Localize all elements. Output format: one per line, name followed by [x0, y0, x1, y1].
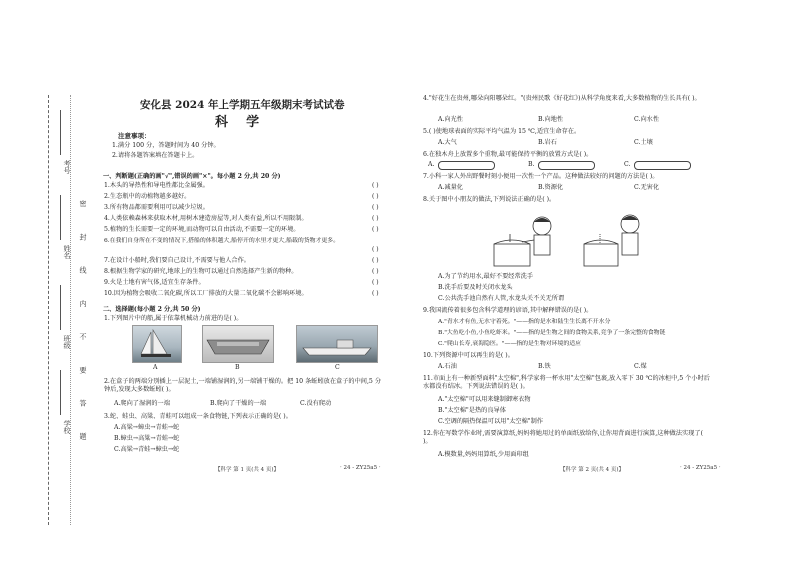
- question-4: 4."好花生在贵州,哪朵向阳哪朵红。"(贵州民歌《好花红》)从科学角度来看,大多数植物的生长具有( )。: [423, 95, 701, 102]
- q6-option-b[interactable]: B.: [528, 161, 535, 168]
- rowboat-image: [202, 325, 274, 363]
- judge-item: 2.生态瓶中的动植物越多越好。: [104, 193, 191, 200]
- question-6: 6.在独木舟上放置多个重物,最可能保持平衡的放置方式是( )。: [423, 151, 593, 158]
- option-label-a[interactable]: A: [153, 364, 158, 371]
- q5-option-b[interactable]: B.岩石: [538, 139, 557, 146]
- page-footer-left: 【科学 第 1 页(共 4 页)】: [215, 467, 280, 473]
- handwash-illustration-1: [488, 208, 558, 268]
- q2-option-a[interactable]: A.爬向了湿润的一端: [114, 400, 170, 407]
- question-11: 11.市面上有一种新型面料"太空棉",科学家将一杯水用"太空棉"包裹,放入零下 30 ℃的冰柜中,5 个小时后水都没有结冰。下列说法错误的是( )。: [423, 375, 710, 390]
- answer-paren[interactable]: ( ): [372, 290, 379, 297]
- notice-item: 1.满分 100 分，答题时间为 40 分钟。: [112, 142, 220, 149]
- q7-option-b[interactable]: B.资源化: [538, 184, 564, 191]
- question-10: 10.下列资源中可以再生的是( )。: [423, 352, 514, 359]
- question-5: 5.( )使地球表面的实际平均气温为 15 ℃,适宜生命存在。: [423, 128, 581, 135]
- name-blank[interactable]: [60, 195, 61, 240]
- judge-item: 7.在设计小船时,我们要自己设计,不需要与他人合作。: [104, 257, 250, 264]
- answer-paren[interactable]: ( ): [372, 279, 379, 286]
- subject-title: 科 学: [215, 115, 260, 130]
- exam-no-blank[interactable]: [60, 110, 61, 155]
- q10-option-b[interactable]: B.铁: [538, 363, 551, 370]
- canoe-diagram-b: [538, 161, 595, 170]
- exam-title: 安化县 2024 年上学期五年级期末考试试卷: [140, 99, 345, 111]
- option-label-c[interactable]: C: [335, 364, 340, 371]
- q11-option-a[interactable]: A."太空棉"可以用来缝制御寒衣物: [438, 396, 531, 403]
- canoe-diagram-c: [634, 161, 691, 170]
- q5-option-c[interactable]: C.土壤: [634, 139, 653, 146]
- q3-option-c[interactable]: C.高粱→青蛙→蟑虫→蛇: [114, 446, 180, 453]
- judge-item: 5.植物的生长需要一定的环境,而动物可以自由活动,不需要一定的环境。: [104, 226, 300, 233]
- q4-option-a[interactable]: A.向光性: [438, 116, 463, 123]
- q3-option-a[interactable]: A.高粱→蟑虫→青蛙→蛇: [114, 424, 180, 431]
- ship-image: [296, 325, 378, 363]
- answer-paren[interactable]: ( ): [372, 246, 379, 253]
- seal-notice: 密 封 线 内 不 要 答 题: [79, 200, 87, 452]
- question-8: 8.关于图中小朋友的做法,下列说法正确的是( )。: [423, 196, 556, 203]
- q6-option-c[interactable]: C.: [624, 161, 631, 168]
- canoe-diagram-a: [438, 161, 495, 170]
- judge-item: 1.木头的导热性和导电性都比金属强。: [104, 182, 209, 189]
- name-label: 姓名: [63, 245, 71, 259]
- judge-item: 6.在我们自身所在不变的情况下,搭船的体积越大,船停开的水里才更大,船载的货物才更多。: [104, 238, 340, 244]
- q2-option-b[interactable]: B.爬向了干燥的一端: [210, 400, 267, 407]
- question-9: 9.我国流传着很多包含科学道理的谚语,其中解释错误的是( )。: [423, 307, 593, 314]
- class-blank[interactable]: [60, 285, 61, 330]
- judge-item: 9.火是土地有害气体,适宜生存条件。: [104, 279, 205, 286]
- sailboat-image: [132, 325, 182, 363]
- school-label: 学校: [63, 420, 71, 434]
- q3-option-b[interactable]: B.蟑虫→高粱→青蛙→蛇: [114, 435, 180, 442]
- exam-no-label: 考号: [63, 160, 71, 174]
- notice-title: 注意事项：: [118, 132, 151, 140]
- q9-option-a[interactable]: A."青水才有鱼,无水守着死。"——指的是水和陆生生长离不开水分: [438, 319, 611, 325]
- q7-option-a[interactable]: A.减量化: [438, 184, 463, 191]
- section2-title: 二、选择题(每小题 2 分,共 50 分): [103, 306, 201, 313]
- q8-option-c[interactable]: C.公共洗手池自然有人管,水龙头关不关无所谓: [438, 295, 565, 302]
- section1-title: 一、判断题(正确的画"√",错误的画"×"。每小题 2 分,共 20 分): [103, 173, 281, 180]
- q12-option-a[interactable]: A.模数量,妈妈用算纸,少用面印组: [438, 451, 529, 458]
- question-1: 1.下列图片中的船,属于依靠机械动力前进的是( )。: [104, 315, 243, 322]
- page-code-right: · 24 - ZY25a5 ·: [680, 465, 721, 471]
- answer-paren[interactable]: ( ): [372, 215, 379, 222]
- school-blank[interactable]: [60, 370, 61, 415]
- q7-option-c[interactable]: C.无害化: [634, 184, 660, 191]
- q8-option-b[interactable]: B.洗手后要及时关闭水龙头: [438, 284, 513, 291]
- answer-paren[interactable]: ( ): [372, 268, 379, 275]
- judge-item: 10.因为植物会吸收二氧化碳,所以工厂排放的大量二氧化碳不会影响环境。: [104, 290, 308, 297]
- page-footer-right: 【科学 第 2 页(共 4 页)】: [560, 467, 625, 473]
- q9-option-b[interactable]: B."大鱼吃小鱼,小鱼吃虾米。"——指的是生物之间的食物关系,竞争了一条完整的食物链: [438, 330, 666, 336]
- answer-paren[interactable]: ( ): [372, 257, 379, 264]
- answer-paren[interactable]: ( ): [372, 226, 379, 233]
- answer-paren[interactable]: ( ): [372, 204, 379, 211]
- judge-item: 4.人类依赖森林来获取木材,用树木建造房屋等,对人类有益,所以不用限制。: [104, 215, 308, 222]
- judge-item: 8.根据生物学家的研究,地球上的生物可以通过自然选择产生新的物种。: [104, 268, 298, 275]
- answer-paren[interactable]: ( ): [372, 193, 379, 200]
- question-3: 3.蛇、蛙虫、高粱、青蛙可以组成一条食物链,下列表示正确的是( )。: [104, 413, 292, 420]
- q10-option-c[interactable]: C.煤: [634, 363, 647, 370]
- q5-option-a[interactable]: A.大气: [438, 139, 457, 146]
- answer-paren[interactable]: ( ): [372, 182, 379, 189]
- handwash-illustration-2: [580, 208, 650, 268]
- q10-option-a[interactable]: A.石油: [438, 363, 457, 370]
- binding-line: [48, 95, 49, 525]
- notice-item: 2.请将各题答案填在答题卡上。: [112, 152, 199, 159]
- q2-option-c[interactable]: C.没有爬动: [300, 400, 332, 407]
- option-label-b[interactable]: B: [235, 364, 240, 371]
- question-2: 2.在盒子的两端分别插上一层泥土,一端铺湿润的,另一端铺干燥的。把 10 条蚯蚓放在盒子的中间,5 分钟后,发现大多数蚯蚓( )。: [104, 378, 382, 393]
- question-12: 12.你在写数学作业时,需要演算纸,妈妈将她用过的单面纸放给你,让你用背面进行演算,这种做法实现了( )。: [423, 430, 703, 445]
- q8-option-a[interactable]: A.为了节约用水,最好不要经常洗手: [438, 273, 534, 280]
- q11-option-b[interactable]: B."太空棉"是热的良导体: [438, 407, 506, 414]
- question-7: 7.小科一家人外出野餐时刻小便用一次性一个产品。这种做法较好的问题的方法是( )。: [423, 173, 659, 180]
- q11-option-c[interactable]: C.空调的隔热保温可以用"太空棉"制作: [438, 418, 543, 425]
- class-label: 班级: [63, 335, 71, 349]
- q9-option-c[interactable]: C."爬山长寿,衰海隐医。"——指的是生物对环境的适应: [438, 341, 582, 347]
- q6-option-a[interactable]: A.: [428, 161, 435, 168]
- q4-option-b[interactable]: B.向地性: [538, 116, 564, 123]
- q4-option-c[interactable]: C.向水性: [634, 116, 660, 123]
- judge-item: 3.所有物品都需要利用可以减少垃圾。: [104, 204, 209, 211]
- page-code-left: · 24 - ZY25a5 ·: [340, 465, 381, 471]
